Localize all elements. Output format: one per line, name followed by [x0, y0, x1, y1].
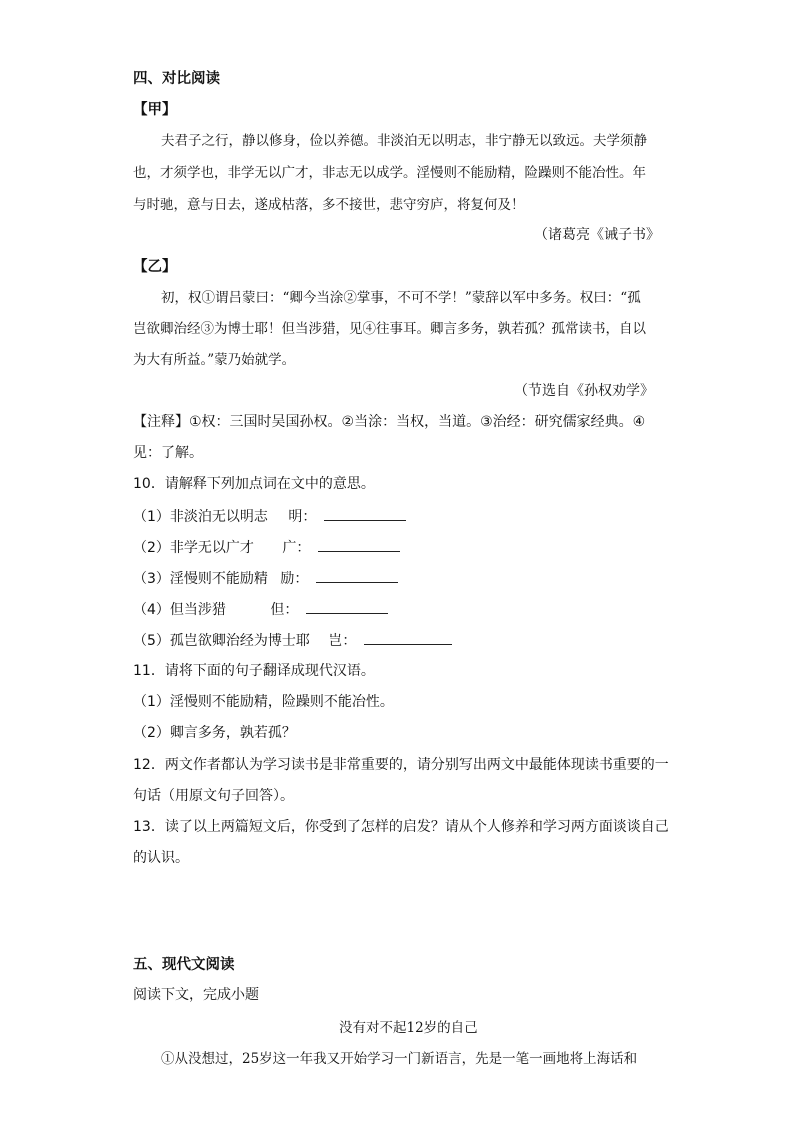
question-12-line-1: 12．两文作者都认为学习读书是非常重要的，请分别写出两文中最能体现读书重要的一: [133, 757, 669, 773]
q10-item-3-answer-blank[interactable]: [316, 567, 398, 583]
passage-yi-source: （节选自《孙权劝学》: [514, 383, 654, 399]
q10-item-2: [133, 536, 400, 557]
question-10: 10．请解释下列加点词在文中的意思。: [133, 476, 375, 492]
question-12-line-2: 句话（用原文句子回答）。: [133, 788, 294, 804]
passage-yi-line-3: 为大有所益。”蒙乃始就学。: [133, 352, 296, 368]
q10-item-1-answer-blank[interactable]: [324, 505, 406, 521]
q10-item-5-text: （5）孤岂欲卿治经为博士耶: [133, 633, 310, 649]
q11-item-1: （1）淫慢则不能励精，险躁则不能冶性。: [133, 694, 394, 710]
passage-yi-line-1: 初，权①谓吕蒙曰：“卿今当涂②掌事，不可不学！”蒙辞以军中多务。权曰：“孤: [161, 290, 641, 306]
notes-line-1: 【注释】①权：三国时吴国孙权。②当涂：当权，当道。③治经：研究儒家经典。④: [133, 414, 646, 430]
q10-item-4-text: （4）但当涉猎: [133, 602, 226, 618]
passage-jia-line-3: 与时驰，意与日去，遂成枯落，多不接世，悲守穷庐，将复何及！: [133, 197, 525, 213]
section-5-intro: 阅读下文，完成小题: [133, 987, 259, 1003]
notes-line-2: 见：了解。: [133, 445, 203, 461]
article-paragraph-1: ①从没想过，25岁这一年我又开始学习一门新语言，先是一笔一画地将上海话和: [161, 1051, 638, 1067]
q10-item-1-text: （1）非淡泊无以明志: [133, 509, 268, 525]
q10-item-5-answer-blank[interactable]: [364, 629, 452, 645]
passage-jia-source: （诸葛亮《诫子书》: [534, 227, 660, 243]
q10-item-3: [133, 567, 398, 588]
section-4-title: 四、对比阅读: [133, 71, 220, 87]
q10-item-3-text: （3）淫慢则不能励精: [133, 571, 268, 587]
q10-item-5-word: 岂：: [328, 633, 357, 649]
q10-item-3-word: 励：: [280, 571, 309, 587]
q11-item-2: （2）卿言多务，孰若孤？: [133, 725, 296, 741]
passage-yi-label: 【乙】: [133, 259, 177, 275]
q10-item-1: [133, 505, 406, 526]
question-13-line-1: 13．读了以上两篇短文后，你受到了怎样的启发？请从个人修养和学习两方面谈谈自己: [133, 819, 669, 835]
q10-item-2-text: （2）非学无以广才: [133, 540, 254, 556]
q10-item-4: [133, 598, 388, 619]
q10-item-5: [133, 629, 452, 650]
q10-item-4-word: 但：: [270, 602, 299, 618]
passage-jia-line-2: 也，才须学也，非学无以广才，非志无以成学。淫慢则不能励精，险躁则不能冶性。年: [133, 165, 646, 181]
q10-item-2-answer-blank[interactable]: [318, 536, 400, 552]
section-5-title: 五、现代文阅读: [133, 957, 235, 973]
q10-item-4-answer-blank[interactable]: [306, 598, 388, 614]
article-title: 没有对不起12岁的自己: [339, 1020, 478, 1036]
passage-jia-label: 【甲】: [133, 102, 177, 118]
passage-jia-line-1: 夫君子之行，静以修身，俭以养德。非淡泊无以明志，非宁静无以致远。夫学须静: [161, 133, 647, 149]
q10-item-1-word: 明：: [288, 509, 317, 525]
question-13-line-2: 的认识。: [133, 850, 189, 866]
passage-yi-line-2: 岂欲卿治经③为博士耶！但当涉猎，见④往事耳。卿言多务，孰若孤？孤常读书，自以: [133, 321, 646, 337]
q10-item-2-word: 广：: [282, 540, 311, 556]
question-11: 11．请将下面的句子翻译成现代汉语。: [133, 663, 375, 679]
